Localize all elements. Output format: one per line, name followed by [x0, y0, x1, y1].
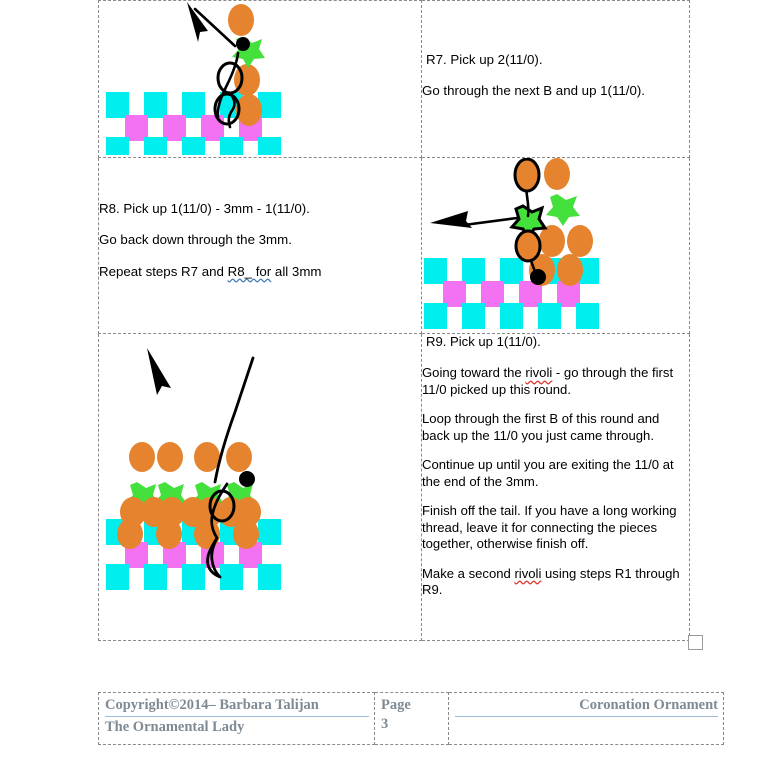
r7-line1: R7. Pick up 2(11/0). — [426, 52, 543, 67]
footer-page-number: 3 — [381, 716, 389, 733]
footer-document-title: Coronation Ornament — [455, 696, 718, 717]
r9-p6-post: using steps R1 through R9. — [422, 565, 680, 598]
r8-line1: R8. Pick up 1(11/0) - 3mm - 1(11/0). — [99, 201, 310, 216]
table-row — [99, 334, 690, 641]
r8-line3-post: all 3mm — [271, 263, 322, 279]
r8-line3 — [99, 263, 421, 280]
r9-paragraph-3: Loop through the first B of this round and back up the 11/0 you just came through. — [422, 411, 660, 443]
r8-line2: Go back down through the 3mm. — [99, 232, 292, 248]
footer-copyright-line2: The Ornamental Lady — [105, 719, 245, 736]
table-resize-handle[interactable] — [688, 635, 703, 650]
diagram-cell-r7 — [99, 1, 422, 158]
page-footer-table — [98, 692, 724, 745]
diagram-cell-r8 — [422, 158, 690, 334]
r9-p6-misspelled: rivoli — [514, 565, 542, 581]
footer-copyright-cell — [99, 693, 375, 745]
orange-beads-top-row — [129, 442, 252, 472]
r9-paragraph-6 — [422, 566, 689, 599]
table-row — [99, 1, 690, 158]
r9-p2-pre: Going toward the — [422, 365, 526, 381]
instruction-cell-r9 — [422, 334, 690, 641]
direction-arrowhead — [430, 211, 472, 228]
instruction-cell-r7 — [422, 1, 690, 158]
footer-page-cell — [375, 693, 449, 745]
footer-copyright-line1: Copyright©2014– Barbara Talijan — [105, 696, 369, 717]
footer-row — [99, 693, 724, 745]
r9-paragraph-5: Finish off the tail. If you have a long working thread, leave it for connecting the pieces together, otherwise finish off. — [422, 503, 677, 552]
footer-title-cell — [449, 693, 724, 745]
r7-line2: Go through the next B and up 1(11/0). — [422, 83, 645, 99]
diagram-cell-r9 — [99, 334, 422, 641]
r9-paragraph-2 — [422, 365, 689, 398]
instruction-table — [98, 0, 690, 641]
r8-line3-misspelled: R8_ for — [227, 263, 272, 279]
instruction-cell-r8 — [99, 158, 422, 334]
footer-page-label: Page — [381, 697, 411, 713]
direction-arrowhead — [147, 348, 171, 395]
r8-line3-pre: Repeat steps R7 and — [99, 263, 228, 279]
r9-p2-post: - go through the first 11/0 picked up this round. — [422, 365, 674, 397]
r9-line1: R9. Pick up 1(11/0). — [426, 334, 541, 349]
direction-arrowhead — [187, 2, 208, 42]
r9-p6-pre: Make a second — [422, 565, 515, 581]
diagram-r7-thread-path — [99, 1, 419, 155]
r9-paragraph-4: Continue up until you are exiting the 11/0 at the end of the 3mm. — [422, 457, 674, 489]
diagram-r8-thread-path — [422, 158, 687, 331]
table-row — [99, 158, 690, 334]
diagram-r9-completed-unit — [99, 334, 419, 638]
r9-p2-misspelled: rivoli — [525, 365, 553, 381]
